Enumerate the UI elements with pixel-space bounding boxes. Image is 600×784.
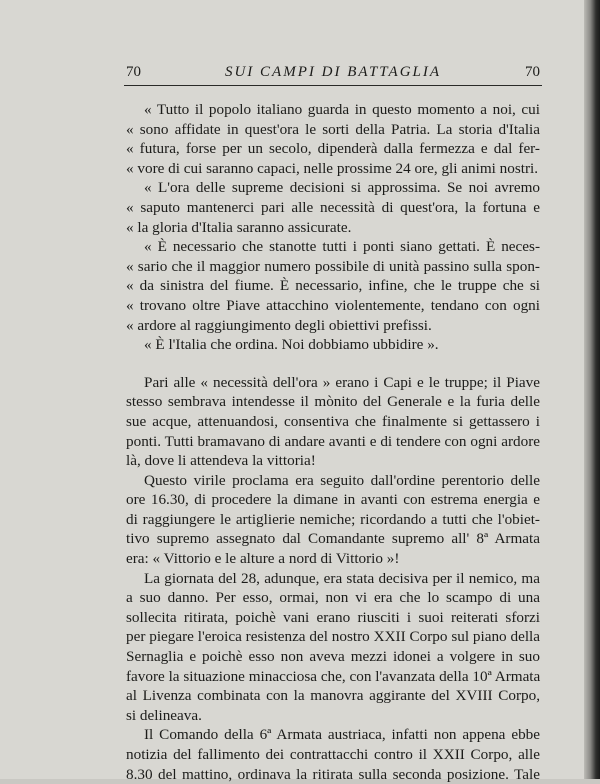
- text-line: « È necessario che stanotte tutti i ponti siano gettati. È neces-: [144, 238, 540, 256]
- text-line: favore la situazione minacciosa che, con l'avanzata della 10ª Armata: [126, 667, 541, 685]
- text-line: « vore di cui saranno capaci, nelle prossime 24 ore, gli animi nostri.: [126, 159, 539, 177]
- running-head: [126, 62, 540, 86]
- text-line: sollecita ritirata, poichè vani erano riusciti i suoi reiterati sforzi: [126, 608, 540, 626]
- text-line: « saputo mantenerci pari alle necessità di quest'ora, la fortuna e: [126, 198, 540, 216]
- text-line: Questo virile proclama era seguito dall'ordine perentorio delle: [144, 471, 540, 489]
- text-line: La giornata del 28, adunque, era stata decisiva per il nemico, ma: [144, 569, 540, 587]
- text-line: « futura, forse per un secolo, dipenderà dalla fermezza e dal fer-: [126, 140, 540, 158]
- body-text: [126, 100, 540, 784]
- text-line: « È l'Italia che ordina. Noi dobbiamo ubbidire ».: [144, 336, 439, 354]
- text-line: tivo supremo assegnato dal Comandante supremo all' 8ª Armata: [126, 530, 540, 548]
- narrative-paragraphs: [126, 373, 540, 784]
- text-line: Pari alle « necessità dell'ora » erano i Capi e le truppe; il Piave: [144, 373, 540, 391]
- text-line: 8.30 del mattino, ordinava la ritirata sulla seconda posizione. Tale: [126, 765, 540, 783]
- text-line: « sario che il maggior numero possibile di unità passino sulla spon-: [126, 257, 540, 275]
- text-line: ore 16.30, di procedere la dimane in avanti con estrema energia e: [126, 491, 540, 509]
- text-line: « trovano oltre Piave attacchino violentemente, tendano con ogni: [126, 296, 540, 314]
- text-line: era: « Vittorio e le alture a nord di Vittorio »!: [126, 550, 400, 568]
- page-number-right: 70: [525, 64, 540, 80]
- text-line: al Livenza combinata con la manovra aggirante del XVIII Corpo,: [126, 687, 540, 705]
- running-title: SUI CAMPI DI BATTAGLIA: [224, 64, 442, 80]
- text-line: Il Comando della 6ª Armata austriaca, infatti non appena ebbe: [144, 726, 540, 744]
- text-line: Sernaglia e poichè esso non aveva mezzi idonei a volgere in suo: [126, 648, 540, 666]
- text-line: « Tutto il popolo italiano guarda in questo momento a noi, cui: [144, 101, 540, 118]
- text-line: « sono affidate in quest'ora le sorti della Patria. La storia d'Italia: [126, 120, 540, 138]
- text-line: « ardore al raggiungimento degli obiettivi prefissi.: [126, 316, 432, 334]
- text-line: « la gloria d'Italia saranno assicurate.: [126, 218, 352, 236]
- text-line: « L'ora delle supreme decisioni si approssima. Se noi avremo: [144, 179, 540, 197]
- paragraph-gap: [126, 355, 540, 373]
- text-line: notizia del fallimento dei contrattacchi contro il XXII Corpo, alle: [126, 746, 540, 763]
- book-spine-shadow: [584, 0, 600, 779]
- text-line: sue acque, attenuandosi, consentiva che finalmente si gettassero i: [126, 412, 540, 430]
- text-line: stesso sembrava intendesse il mònito del Generale e la furia delle: [126, 393, 540, 411]
- quoted-proclamation: [126, 100, 540, 355]
- page-number-left: 70: [126, 64, 141, 80]
- text-line: a suo danno. Per esso, ormai, non vi era che lo scampo di una: [126, 589, 540, 607]
- text-line: per piegare l'eroica resistenza del nostro XXII Corpo sul piano della: [126, 628, 540, 646]
- text-line: di raggiungere le artiglierie nemiche; ricordando a tutti che l'obiet-: [126, 510, 540, 528]
- text-line: là, dove li attendeva la vittoria!: [126, 452, 316, 470]
- text-line: si delineava.: [126, 706, 202, 724]
- text-line: « da sinistra del fiume. È necessario, infine, che le truppe che si: [126, 277, 540, 295]
- text-line: ponti. Tutti bramavano di andare avanti e di tendere con ogni ardore: [126, 432, 540, 450]
- header-rule: [124, 85, 542, 86]
